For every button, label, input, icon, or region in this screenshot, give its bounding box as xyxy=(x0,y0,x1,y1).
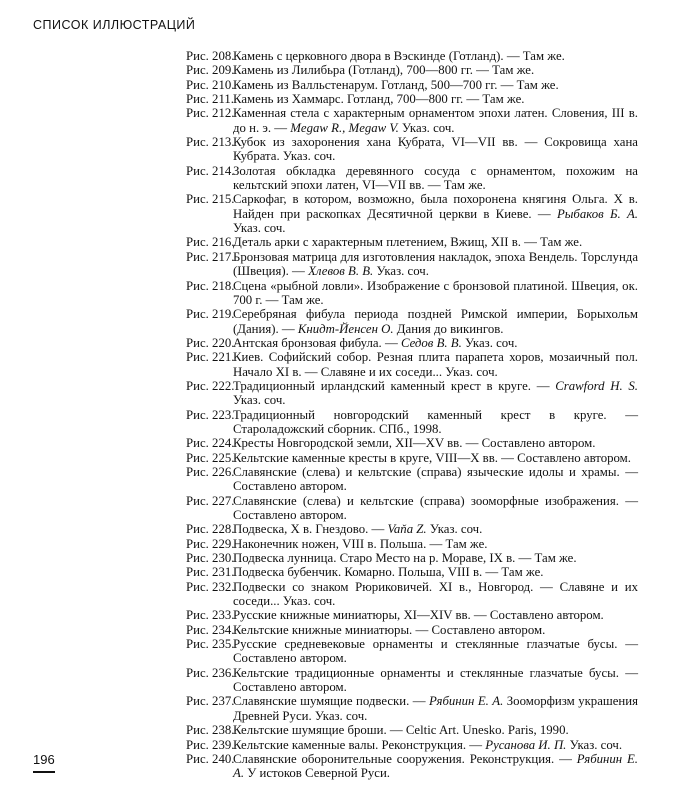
figure-caption xyxy=(233,451,638,465)
figure-caption xyxy=(233,307,638,336)
illustration-entry xyxy=(186,135,638,164)
caption-text: Кубок из захоронения хана Кубрата, VI—VII вв. — Сокровища хана Кубрата. Указ. соч. xyxy=(233,135,638,164)
caption-text: Серебряная фибула периода поздней Римской империи, Борыхольм (Дания). — xyxy=(233,307,638,336)
caption-text: Кельтские каменные кресты в круге, VIII—X вв. — Составлено автором. xyxy=(233,450,631,465)
illustration-entry xyxy=(186,565,638,579)
figure-number: Рис. 228. xyxy=(186,522,235,537)
caption-text: Кельтские каменные валы. Реконструкция. — xyxy=(233,737,483,752)
figure-caption xyxy=(233,350,638,379)
page-number: 196 xyxy=(33,752,55,767)
caption-source: Дания до викингов. xyxy=(396,321,504,336)
caption-text: Русские средневековые орнаменты и стеклянные глазчатые бусы. — Составлено автором. xyxy=(233,637,638,666)
figure-number: Рис. 240. xyxy=(186,751,235,766)
illustration-entry xyxy=(186,522,638,536)
figure-number: Рис. 217. xyxy=(186,249,235,264)
caption-text: Кресты Новгородской земли, XII—XV вв. — Составлено автором. xyxy=(233,436,596,451)
illustration-entry xyxy=(186,192,638,235)
figure-number: Рис. 232. xyxy=(186,579,235,594)
figure-number: Рис. 211. xyxy=(186,92,234,107)
figure-caption xyxy=(233,666,638,695)
illustration-entry xyxy=(186,106,638,135)
figure-caption xyxy=(233,279,638,308)
illustration-entry xyxy=(186,738,638,752)
caption-text: Камень из Лилибьра (Готланд), 700—800 гг. — Там же. xyxy=(233,63,535,78)
figure-number: Рис. 215. xyxy=(186,192,235,207)
illustration-entry xyxy=(186,580,638,609)
caption-text: Деталь арки с характерным плетением, Вжищ, XII в. — Там же. xyxy=(233,235,583,250)
figure-number: Рис. 229. xyxy=(186,536,235,551)
caption-author: Crawford H. S. xyxy=(555,378,638,393)
caption-author: Седов В. В. xyxy=(400,335,462,350)
caption-text: Каменная стела с характерным орнаментом эпохи латен. Словения, III в. до н. э. — xyxy=(233,106,638,135)
caption-text: Наконечник ножен, VIII в. Польша. — Там же. xyxy=(233,536,488,551)
figure-caption xyxy=(233,192,638,235)
caption-author: Хлевов В. В. xyxy=(308,264,374,279)
figure-number: Рис. 208. xyxy=(186,49,235,63)
figure-caption xyxy=(233,752,638,781)
caption-author: Vaňa Z. xyxy=(387,522,427,537)
figure-number: Рис. 212. xyxy=(186,106,235,121)
figure-caption xyxy=(233,135,638,164)
illustration-entry xyxy=(186,336,638,350)
illustration-entry xyxy=(186,350,638,379)
page-header-title: СПИСОК ИЛЛЮСТРАЦИЙ xyxy=(33,18,196,32)
figure-caption xyxy=(233,608,638,622)
figure-number: Рис. 224. xyxy=(186,436,235,451)
figure-number: Рис. 213. xyxy=(186,135,235,150)
caption-text: Традиционный ирландский каменный крест в круге. — xyxy=(233,378,550,393)
caption-text: Русские книжные миниатюры, XI—XIV вв. — Составлено автором. xyxy=(233,608,604,623)
caption-text: Подвеска бубенчик. Комарно. Польша, VIII в. — Там же. xyxy=(233,565,544,580)
figure-caption xyxy=(233,235,638,249)
caption-source: Указ. соч. xyxy=(376,264,429,279)
figure-caption xyxy=(233,78,638,92)
illustration-entry xyxy=(186,608,638,622)
caption-source: Указ. соч. xyxy=(401,120,455,135)
figure-caption xyxy=(233,580,638,609)
caption-text: Сцена «рыбной ловли». Изображение с бронзовой платиной. Швеция, ок. 700 г. — Там же. xyxy=(233,278,638,307)
caption-text: Камень из Хаммарс. Готланд, 700—800 гг. — Там же. xyxy=(233,92,525,107)
figure-caption xyxy=(233,537,638,551)
figure-number: Рис. 233. xyxy=(186,608,235,623)
caption-text: Славянские оборонительные сооружения. Реконструкция. — xyxy=(233,751,572,766)
illustration-entry xyxy=(186,551,638,565)
figure-number: Рис. 216. xyxy=(186,235,235,250)
figure-caption xyxy=(233,164,638,193)
caption-source: Зооморфизм украшения Древней Руси. Указ. соч. xyxy=(233,694,638,723)
illustration-entry xyxy=(186,694,638,723)
illustration-entry xyxy=(186,752,638,781)
caption-text: Подвеска, X в. Гнездово. — xyxy=(233,522,385,537)
figure-caption xyxy=(233,250,638,279)
illustration-entry xyxy=(186,92,638,106)
caption-text: Традиционный новгородский каменный крест в круге. — Староладожский сборник. СПб., 1998. xyxy=(233,407,638,436)
figure-number: Рис. 227. xyxy=(186,493,235,508)
figure-caption xyxy=(233,565,638,579)
caption-text: Славянские (слева) и кельтские (справа) зооморфные изображения. — Составлено автором. xyxy=(233,493,638,522)
illustration-entry xyxy=(186,436,638,450)
illustration-entry xyxy=(186,408,638,437)
figure-caption xyxy=(233,49,638,63)
figure-number: Рис. 210. xyxy=(186,77,235,92)
illustration-list xyxy=(186,49,638,781)
illustration-entry xyxy=(186,637,638,666)
illustration-entry xyxy=(186,723,638,737)
caption-text: Кельтские книжные миниатюры. — Составлено автором. xyxy=(233,622,546,637)
figure-number: Рис. 222. xyxy=(186,378,235,393)
figure-number: Рис. 225. xyxy=(186,450,235,465)
figure-caption xyxy=(233,436,638,450)
caption-text: Киев. Софийский собор. Резная плита парапета хоров, мозаичный пол. Начало XI в. — Славяне и их соседи... Указ. соч. xyxy=(233,350,638,379)
caption-author: Рыбаков Б. А. xyxy=(556,206,639,221)
figure-caption xyxy=(233,551,638,565)
caption-author: Megaw R., Megaw V. xyxy=(290,120,399,135)
caption-text: Золотая обкладка деревянного сосуда с орнаментом, похожим на кельтский эпохи латен, VI—VII вв. — Там же. xyxy=(233,163,638,193)
illustration-entry xyxy=(186,379,638,408)
caption-text: Подвески со знаком Рюриковичей. XI в., Новгород. — Славяне и их соседи... Указ. соч. xyxy=(233,579,638,609)
caption-text: Бронзовая матрица для изготовления накладок, эпоха Вендель. Торслунда (Швеция). — xyxy=(233,249,638,279)
caption-text: Славянские (слева) и кельтские (справа) языческие идолы и храмы. — Составлено автором. xyxy=(233,464,638,494)
illustration-entry xyxy=(186,307,638,336)
illustration-entry xyxy=(186,250,638,279)
figure-caption xyxy=(233,336,638,350)
figure-number: Рис. 238. xyxy=(186,723,235,738)
caption-author: Русанова И. П. xyxy=(485,737,567,752)
illustration-entry xyxy=(186,451,638,465)
figure-number: Рис. 234. xyxy=(186,622,235,637)
figure-caption xyxy=(233,738,638,752)
illustration-entry xyxy=(186,279,638,308)
illustration-entry xyxy=(186,63,638,77)
caption-source: Указ. соч. xyxy=(569,737,623,752)
illustration-entry xyxy=(186,537,638,551)
figure-caption xyxy=(233,623,638,637)
figure-number: Рис. 236. xyxy=(186,665,235,680)
caption-text: Кельтские традиционные орнаменты и стеклянные глазчатые бусы. — Составлено автором. xyxy=(233,665,638,695)
figure-caption xyxy=(233,92,638,106)
figure-number: Рис. 235. xyxy=(186,637,235,652)
caption-text: Кельтские шумящие броши. — Celtic Art. Unesko. Paris, 1990. xyxy=(233,723,569,738)
caption-source: Указ. соч. xyxy=(465,335,518,350)
illustration-entry xyxy=(186,494,638,523)
figure-caption xyxy=(233,522,638,536)
figure-number: Рис. 231. xyxy=(186,565,235,580)
illustration-entry xyxy=(186,49,638,63)
caption-author: Рябинин Е. А. xyxy=(429,694,504,709)
caption-text: Саркофаг, в котором, возможно, была похоронена княгиня Ольга. X в. Найден при раскопках Десятичной церкви в Киеве. — xyxy=(233,192,638,221)
illustration-entry xyxy=(186,623,638,637)
figure-number: Рис. 218. xyxy=(186,278,235,293)
figure-number: Рис. 219. xyxy=(186,307,235,322)
caption-text: Камень с церковного двора в Вэскинде (Готланд). — Там же. xyxy=(233,49,565,63)
figure-number: Рис. 220. xyxy=(186,335,235,350)
figure-caption xyxy=(233,494,638,523)
illustration-entry xyxy=(186,164,638,193)
figure-caption xyxy=(233,63,638,77)
figure-number: Рис. 239. xyxy=(186,737,235,752)
illustration-entry xyxy=(186,235,638,249)
figure-number: Рис. 223. xyxy=(186,407,235,422)
caption-source: Указ. соч. xyxy=(233,393,286,408)
figure-number: Рис. 226. xyxy=(186,464,235,479)
figure-caption xyxy=(233,637,638,666)
caption-source: Указ. соч. xyxy=(429,522,483,537)
caption-text: Камень из Валльстенарум. Готланд, 500—700 гг. — Там же. xyxy=(233,77,559,92)
figure-number: Рис. 221. xyxy=(186,350,235,365)
figure-caption xyxy=(233,723,638,737)
figure-number: Рис. 237. xyxy=(186,694,235,709)
figure-caption xyxy=(233,694,638,723)
illustration-entry xyxy=(186,78,638,92)
caption-author: Книдт-Йенсен О. xyxy=(297,321,394,336)
caption-text: Подвеска лунница. Старо Место на р. Мораве, IX в. — Там же. xyxy=(233,551,577,566)
page-number-rule xyxy=(33,771,55,773)
figure-number: Рис. 230. xyxy=(186,551,235,566)
figure-caption xyxy=(233,379,638,408)
figure-caption xyxy=(233,106,638,135)
figure-number: Рис. 209. xyxy=(186,63,235,78)
caption-author: Рябинин Е. А. xyxy=(233,751,639,781)
caption-source: Указ. соч. xyxy=(233,221,286,236)
caption-text: Славянские шумящие подвески. — xyxy=(233,694,426,709)
illustration-entry xyxy=(186,666,638,695)
caption-source: У истоков Северной Руси. xyxy=(247,766,391,781)
caption-text: Антская бронзовая фибула. — xyxy=(233,335,398,350)
illustration-entry xyxy=(186,465,638,494)
figure-number: Рис. 214. xyxy=(186,163,235,178)
figure-caption xyxy=(233,408,638,437)
figure-caption xyxy=(233,465,638,494)
